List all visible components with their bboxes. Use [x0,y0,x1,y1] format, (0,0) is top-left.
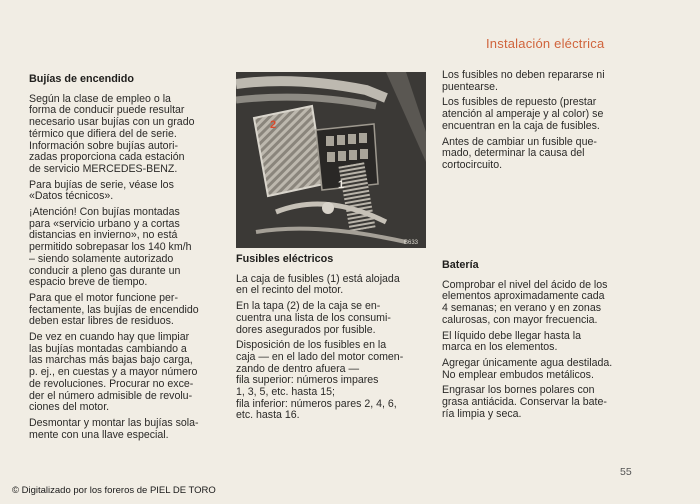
paragraph: De vez en cuando hay que limpiar las bujías montadas cambiando a las marchas más bajas bajo carga, p. ej., en cuestas y a mayor número de revoluciones. Procurar no exce- der el número admisible de revolu- ciones del motor. [29,331,198,414]
heading-fuses: Fusibles eléctricos [236,253,334,265]
fuse-box-photo [236,72,426,248]
column-fuses-continued [442,70,638,176]
paragraph: Para bujías de serie, véase los «Datos técnicos». [29,178,174,203]
paragraph: Desmontar y montar las bujías sola- mente con una llave especial. [29,416,199,441]
photo-code: B633 [404,240,419,246]
label-2: 2 [270,119,277,131]
paragraph: Los fusibles de repuesto (prestar atención al amperaje y al color) se encuentran en la caja de fusibles. [442,96,604,132]
heading-spark-plugs: Bujías de encendido [29,73,134,85]
paragraph: ¡Atención! Con bujías montadas para «servicio urbano y a cortas distancias en invierno», no está permitido sobrepasar los 140 km/h – siendo solamente autorizado conducir a pleno gas durante un espacio breve de tiempo. [29,206,192,289]
paragraph: En la tapa (2) de la caja se en- cuentra una lista de los consumi- dores asegurados por fusible. [236,300,391,336]
column-fuses [236,254,432,426]
paragraph: La caja de fusibles (1) está alojada en el recinto del motor. [236,272,400,297]
page-number: 55 [620,466,632,478]
section-title: Instalación eléctrica [486,36,605,51]
fuse-box-illustration [236,72,426,248]
paragraph: Para que el motor funcione per- fectamente, las bujías de encendido deben estar libres de residuos. [29,291,199,328]
paragraph: Disposición de los fusibles en la caja — en el lado del motor comen- zando de dentro afuera — fila superior: números impares 1, 3, 5, etc. hasta 15; fila inferior: números pares 2, 4, 6, etc. hasta 16. [236,339,404,422]
paragraph: Engrasar los bornes polares con grasa antiácida. Conservar la bate- ría limpia y seca. [442,384,607,420]
paragraph: Comprobar el nivel del ácido de los elementos aproximadamente cada 4 semanas; en verano y en zonas calurosas, con mayor frecuencia. [442,278,608,326]
paragraph: Antes de cambiar un fusible que- mado, determinar la causa del cortocircuito. [442,135,597,171]
column-battery [442,260,638,424]
paragraph: Agregar únicamente agua destilada. No emplear embudos metálicos. [442,356,613,381]
heading-battery: Batería [442,259,479,271]
paragraph: El líquido debe llegar hasta la marca en los elementos. [442,329,581,354]
paragraph: Los fusibles no deben repararse ni puentearse. [442,69,605,93]
column-spark-plugs [29,74,225,445]
label-1: 1 [338,179,345,191]
footer-credit: © Digitalizado por los foreros de PIEL DE TORO [12,485,216,496]
paragraph: Según la clase de empleo o la forma de conducir puede resultar necesario usar bujías con un grado térmico que difiera del de serie. Información sobre bujías autori- zadas proporciona cada estación de servicio MERCEDES-BENZ. [29,92,195,175]
